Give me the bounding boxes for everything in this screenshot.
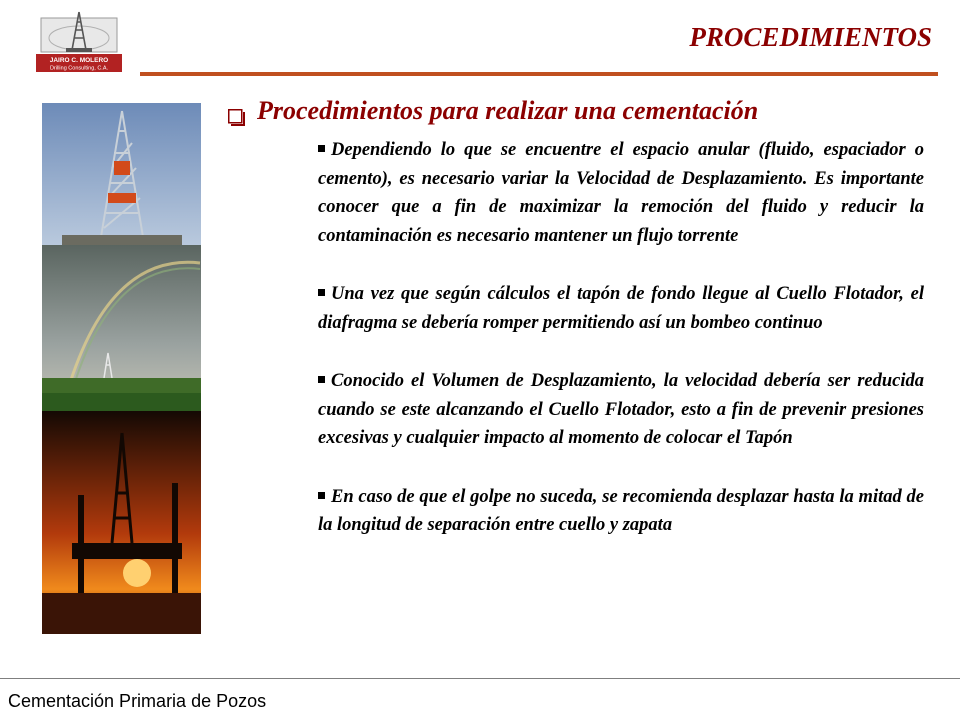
drilling-rig-photo xyxy=(42,103,201,245)
section-heading-text: Procedimientos para realizar una cementación xyxy=(257,96,759,125)
offshore-platform-photo xyxy=(42,411,201,634)
list-item: Una vez que según cálculos el tapón de fondo llegue al Cuello Flotador, el diafragma se debería romper permitiendo así un bombeo continuo xyxy=(318,284,924,333)
list-item: En caso de que el golpe no suceda, se recomienda desplazar hasta la mitad de la longitud de separación entre cuello y zapata xyxy=(318,486,924,535)
list-item: Dependiendo lo que se encuentre el espacio anular (fluido, espaciador o cemento), es necesario variar la Velocidad de Desplazamiento. Es importante conocer que a fin de maximizar la remoción del fluido y reducir la contaminación es necesario mantener un flujo torrente xyxy=(318,140,924,246)
rainbow-field-photo xyxy=(42,245,201,411)
logo-line1: JAIRO C. MOLERO xyxy=(49,57,109,64)
list-item: Conocido el Volumen de Desplazamiento, la velocidad debería ser reducida cuando se este alcanzando el Cuello Flotador, esto a fin de prevenir presiones excesivas y cualquier impacto al momento de colocar el Tapón xyxy=(318,371,924,448)
photo-strip xyxy=(42,103,201,634)
square-bullet-icon xyxy=(318,289,325,296)
square-bullet-icon xyxy=(318,492,325,499)
checkbox-bullet-icon xyxy=(228,103,245,120)
logo-line2: Drilling Consulting, C.A. xyxy=(49,65,109,72)
footer-divider xyxy=(0,678,960,679)
square-bullet-icon xyxy=(318,376,325,383)
page-title: PROCEDIMIENTOS xyxy=(689,22,932,52)
footer-text: Cementación Primaria de Pozos xyxy=(8,691,267,711)
bullet-list xyxy=(318,136,924,570)
section-heading xyxy=(228,96,758,126)
company-logo xyxy=(36,10,122,74)
title-divider xyxy=(140,72,938,76)
square-bullet-icon xyxy=(318,145,325,152)
